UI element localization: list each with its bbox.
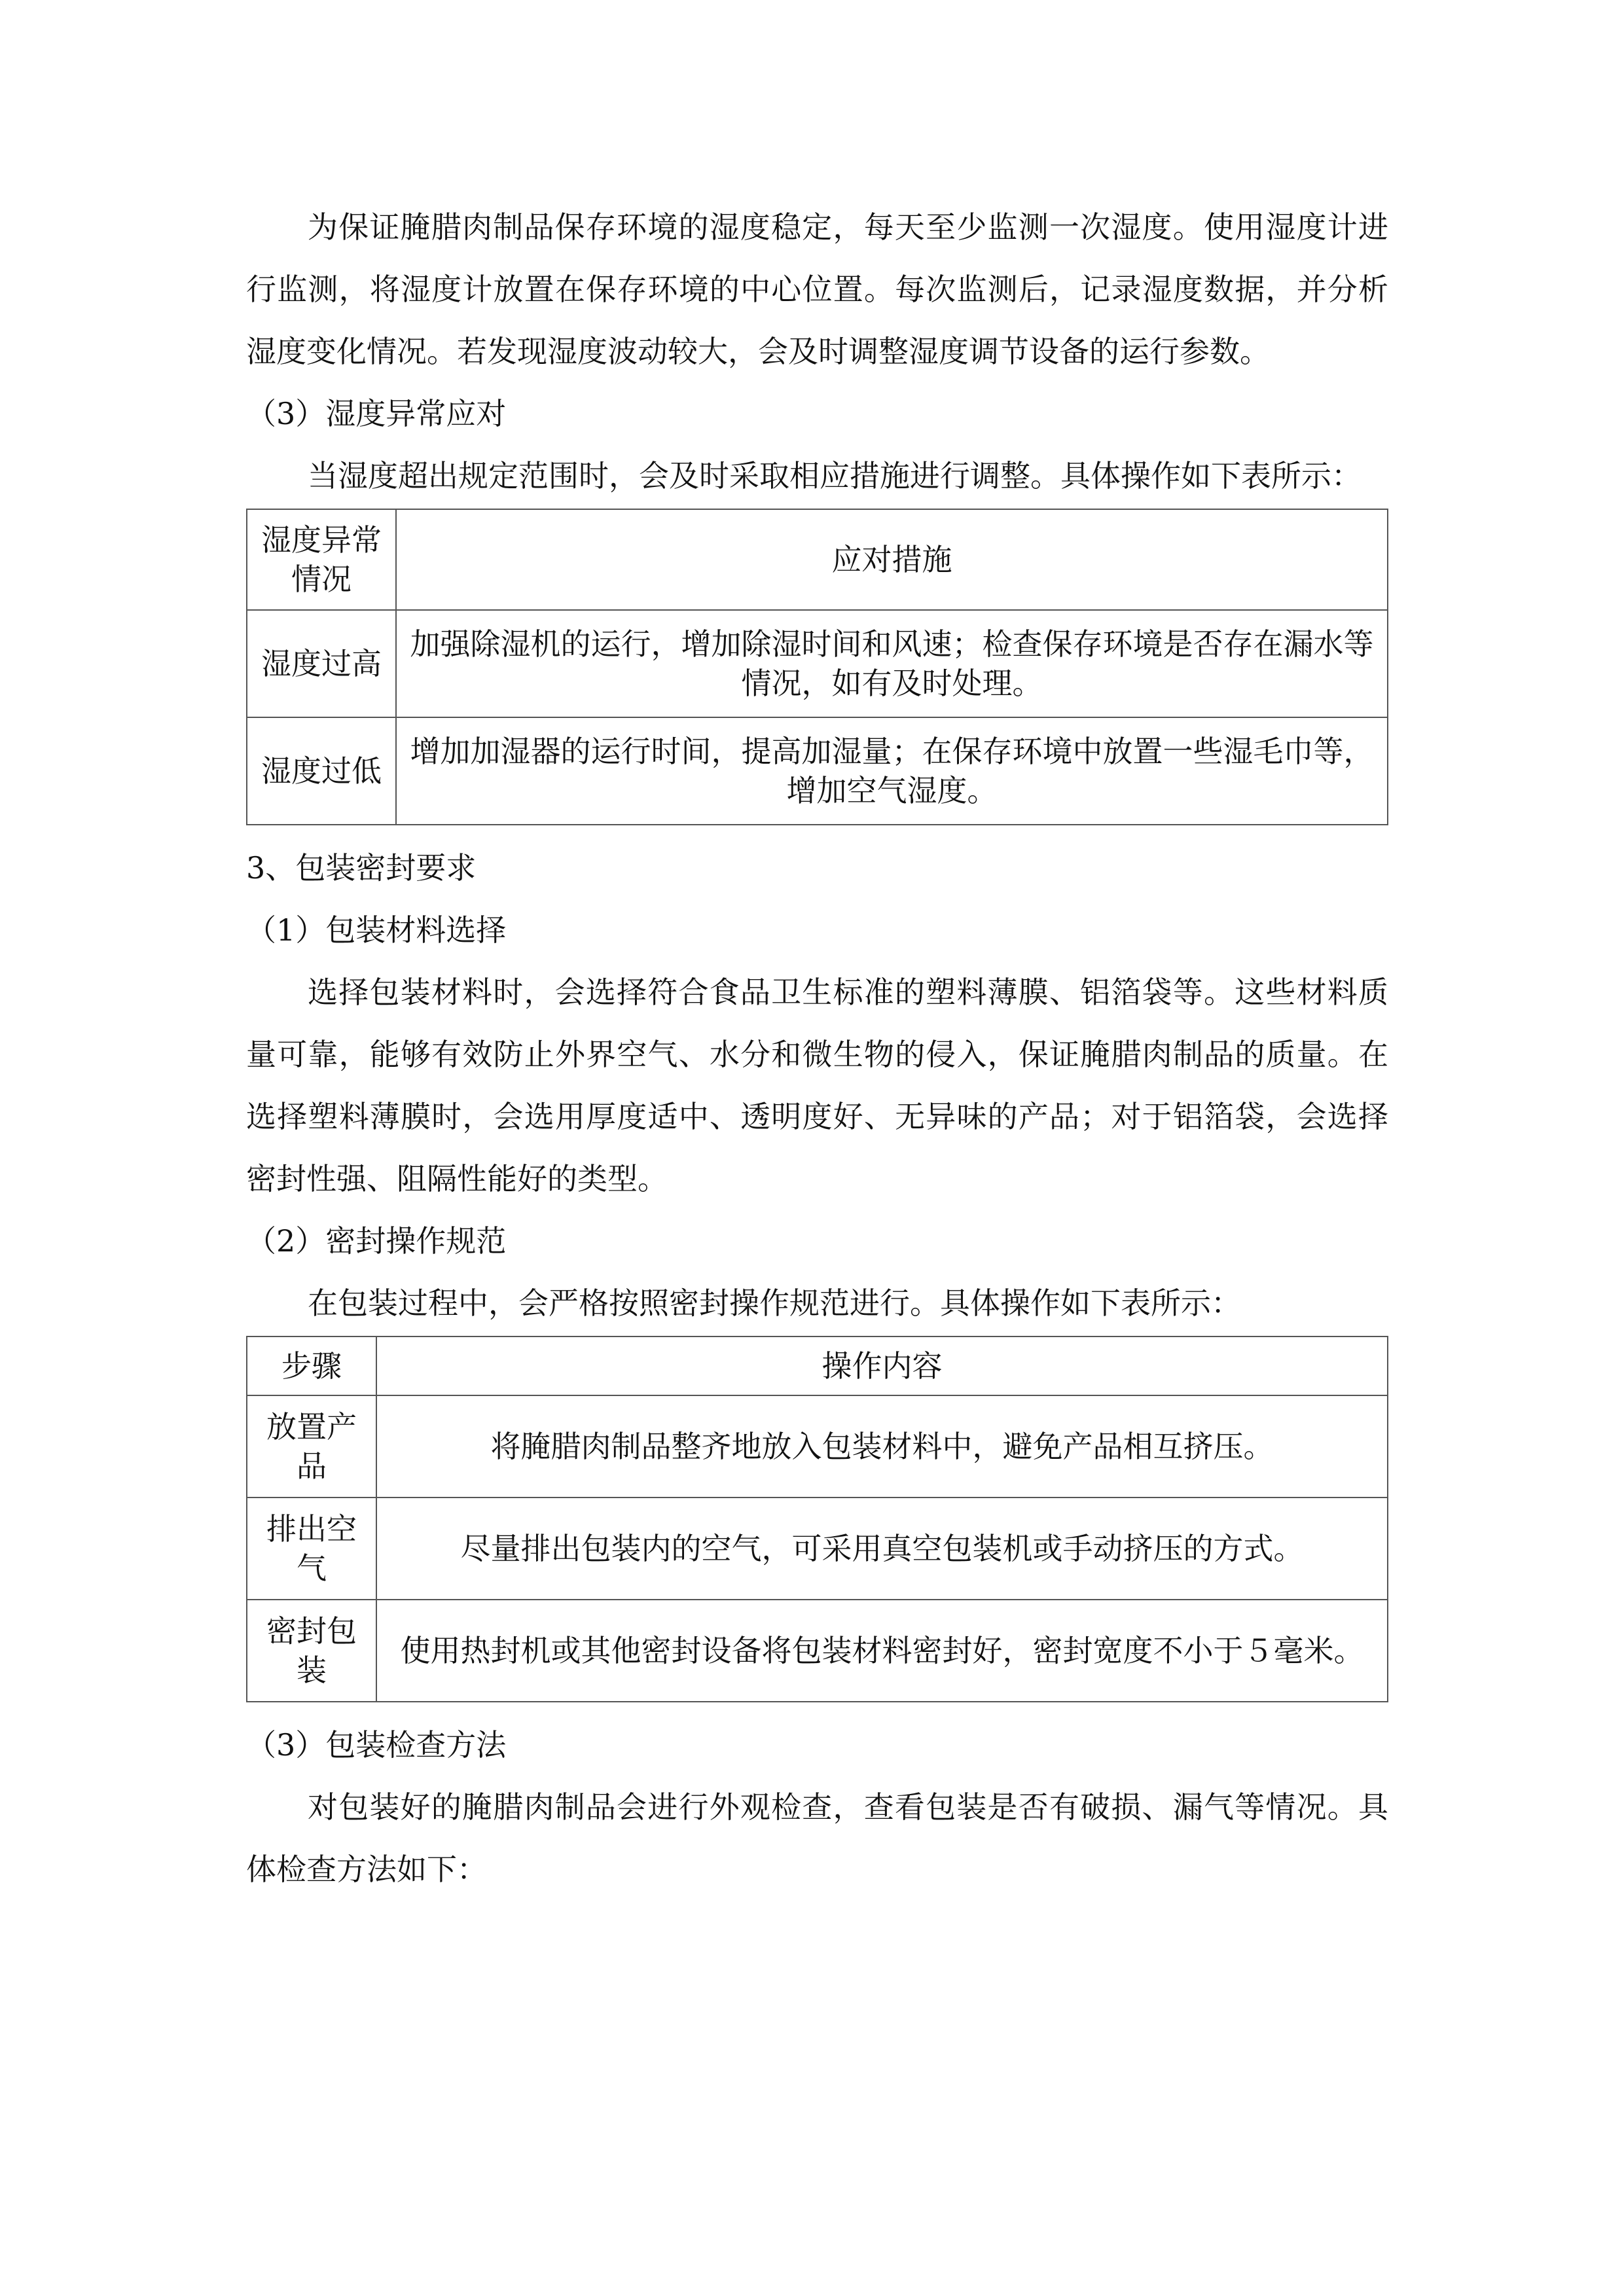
- table-cell-measure: 增加加湿器的运行时间，提高加湿量；在保存环境中放置一些湿毛巾等，增加空气湿度。: [396, 717, 1388, 825]
- table-cell-content: 尽量排出包装内的空气，可采用真空包装机或手动挤压的方式。: [376, 1498, 1388, 1600]
- heading-sealing-operation: （2）密封操作规范: [246, 1223, 507, 1259]
- heading-humidity-abnormal: （3）湿度异常应对: [246, 396, 507, 431]
- table-cell-condition: 湿度过低: [247, 717, 396, 825]
- sealing-steps-table: [246, 1336, 1388, 1702]
- table-header-cell: 湿度异常情况: [247, 509, 396, 610]
- paragraph-humidity-monitoring: 为保证腌腊肉制品保存环境的湿度稳定，每天至少监测一次湿度。使用湿度计进行监测，将湿度计放置在保存环境的中心位置。每次监测后，记录湿度数据，并分析湿度变化情况。若发现湿度波动较大，会及时调整湿度调节设备的运行参数。: [246, 209, 1388, 369]
- table-row: [247, 717, 1388, 825]
- table-cell-step: 排出空气: [247, 1498, 376, 1600]
- paragraph-sealing-intro: 在包装过程中，会严格按照密封操作规范进行。具体操作如下表所示：: [308, 1285, 1241, 1321]
- heading-packaging-inspection: （3）包装检查方法: [246, 1727, 507, 1763]
- heading-packaging-sealing: 3、包装密封要求: [246, 850, 477, 886]
- table-header-cell: 步骤: [247, 1336, 376, 1395]
- paragraph-inspection: 对包装好的腌腊肉制品会进行外观检查，查看包装是否有破损、漏气等情况。具体检查方法如下：: [246, 1789, 1388, 1887]
- table-cell-step: 密封包装: [247, 1600, 376, 1702]
- table-cell-content: 将腌腊肉制品整齐地放入包装材料中，避免产品相互挤压。: [376, 1395, 1388, 1498]
- paragraph-humidity-response-intro: 当湿度超出规定范围时，会及时采取相应措施进行调整。具体操作如下表所示：: [308, 458, 1362, 493]
- document-page: [246, 196, 1388, 1901]
- paragraph-packaging-material: 选择包装材料时，会选择符合食品卫生标准的塑料薄膜、铝箔袋等。这些材料质量可靠，能够有效防止外界空气、水分和微生物的侵入，保证腌腊肉制品的质量。在选择塑料薄膜时，会选用厚度适中、透明度好、无异味的产品；对于铝箔袋，会选择密封性强、阻隔性能好的类型。: [246, 975, 1388, 1196]
- humidity-response-table: [246, 509, 1388, 825]
- table-row: [247, 610, 1388, 717]
- table-cell-measure: 加强除湿机的运行，增加除湿时间和风速；检查保存环境是否存在漏水等情况，如有及时处理。: [396, 610, 1388, 717]
- table-cell-condition: 湿度过高: [247, 610, 396, 717]
- table-cell-content: 使用热封机或其他密封设备将包装材料密封好，密封宽度不小于５毫米。: [376, 1600, 1388, 1702]
- table-header-row: [247, 1336, 1388, 1395]
- heading-packaging-material: （1）包装材料选择: [246, 912, 507, 948]
- table-row: [247, 1600, 1388, 1702]
- table-row: [247, 1498, 1388, 1600]
- table-row: [247, 1395, 1388, 1498]
- table-cell-step: 放置产品: [247, 1395, 376, 1498]
- table-header-row: [247, 509, 1388, 610]
- table-header-cell: 应对措施: [396, 509, 1388, 610]
- table-header-cell: 操作内容: [376, 1336, 1388, 1395]
